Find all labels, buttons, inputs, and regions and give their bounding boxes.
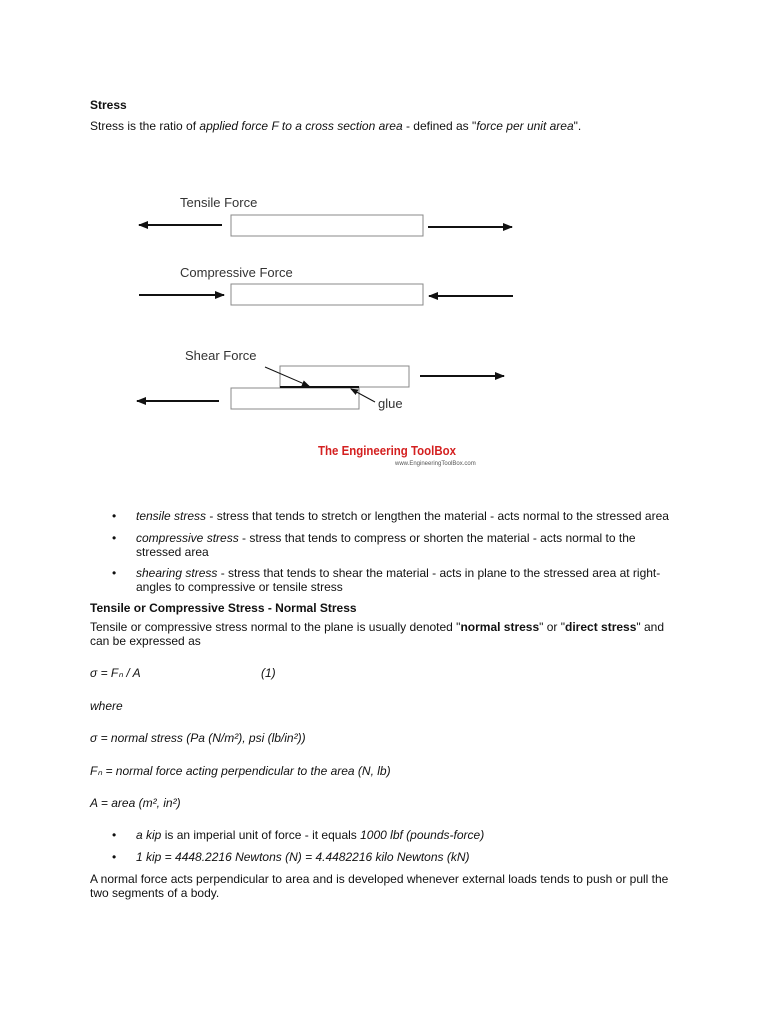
para-bold-1: normal stress	[460, 620, 540, 634]
para-text-3: " and can be expressed as	[90, 620, 665, 648]
bullet-desc: - stress that tends to shear the material - acts in plane to the stressed area at right-angles to compressive or tensile stress	[136, 566, 661, 594]
normal-stress-paragraph	[90, 620, 680, 648]
bullet-desc: - stress that tends to compress or shorten the material - acts normal to the stressed area	[136, 531, 636, 559]
closing-paragraph: A normal force acts perpendicular to area and is developed whenever external loads tends to push or pull the two segments of a body.	[90, 872, 669, 900]
intro-text-3: ".	[573, 119, 582, 133]
intro-paragraph	[90, 119, 581, 133]
intro-text-2: - defined as "	[402, 119, 477, 133]
intro-text-1: Stress is the ratio of	[90, 119, 200, 133]
kip-desc: is an imperial unit of force - it equals	[161, 828, 361, 842]
formula-number: (1)	[261, 666, 276, 680]
para-bold-2: direct stress	[565, 620, 637, 634]
engineering-toolbox-logo: The Engineering ToolBox	[318, 443, 457, 458]
kip-value: 1000 lbf (pounds-force)	[360, 828, 485, 842]
glue-label: glue	[378, 396, 403, 411]
shear-upper-block	[280, 366, 409, 387]
intro-emphasis-1: applied force F to a cross section area	[199, 119, 403, 133]
compressive-bar	[231, 284, 423, 305]
bullet-term: compressive stress	[136, 531, 239, 545]
bullet-icon: •	[112, 850, 117, 864]
bullet-icon: •	[112, 828, 117, 842]
compressive-force-label: Compressive Force	[180, 265, 293, 280]
page-title: Stress	[90, 98, 127, 112]
bullet-desc: - stress that tends to stretch or lengthen the material - acts normal to the stressed area	[206, 509, 669, 523]
tensile-force-label: Tensile Force	[180, 195, 258, 210]
formula: σ = Fₙ / A	[90, 666, 141, 680]
where-label: where	[90, 699, 123, 713]
logo-url: www.EngineeringToolBox.com	[395, 461, 476, 467]
area-definition: A = area (m², in²)	[90, 796, 181, 810]
force-diagram	[0, 180, 768, 480]
shear-force-label: Shear Force	[185, 348, 257, 363]
intro-emphasis-2: force per unit area	[476, 119, 574, 133]
fn-definition: Fₙ = normal force acting perpendicular to the area (N, lb)	[90, 764, 391, 778]
bullet-icon: •	[112, 566, 117, 580]
bullet-icon: •	[112, 509, 117, 523]
bullet-icon: •	[112, 531, 117, 545]
bullet-term: shearing stress	[136, 566, 218, 580]
kip-term: a kip	[136, 828, 162, 842]
kip-conversion: 1 kip = 4448.2216 Newtons (N) = 4.4482216 kilo Newtons (kN)	[136, 850, 470, 864]
bullet-term: tensile stress	[136, 509, 207, 523]
sigma-definition: σ = normal stress (Pa (N/m²), psi (lb/in²))	[90, 731, 306, 745]
shear-lower-block	[231, 388, 359, 409]
section-heading: Tensile or Compressive Stress - Normal Stress	[90, 601, 357, 615]
tensile-bar	[231, 215, 423, 236]
para-text-1: Tensile or compressive stress normal to the plane is usually denoted "	[90, 620, 461, 634]
para-text-2: " or "	[539, 620, 566, 634]
